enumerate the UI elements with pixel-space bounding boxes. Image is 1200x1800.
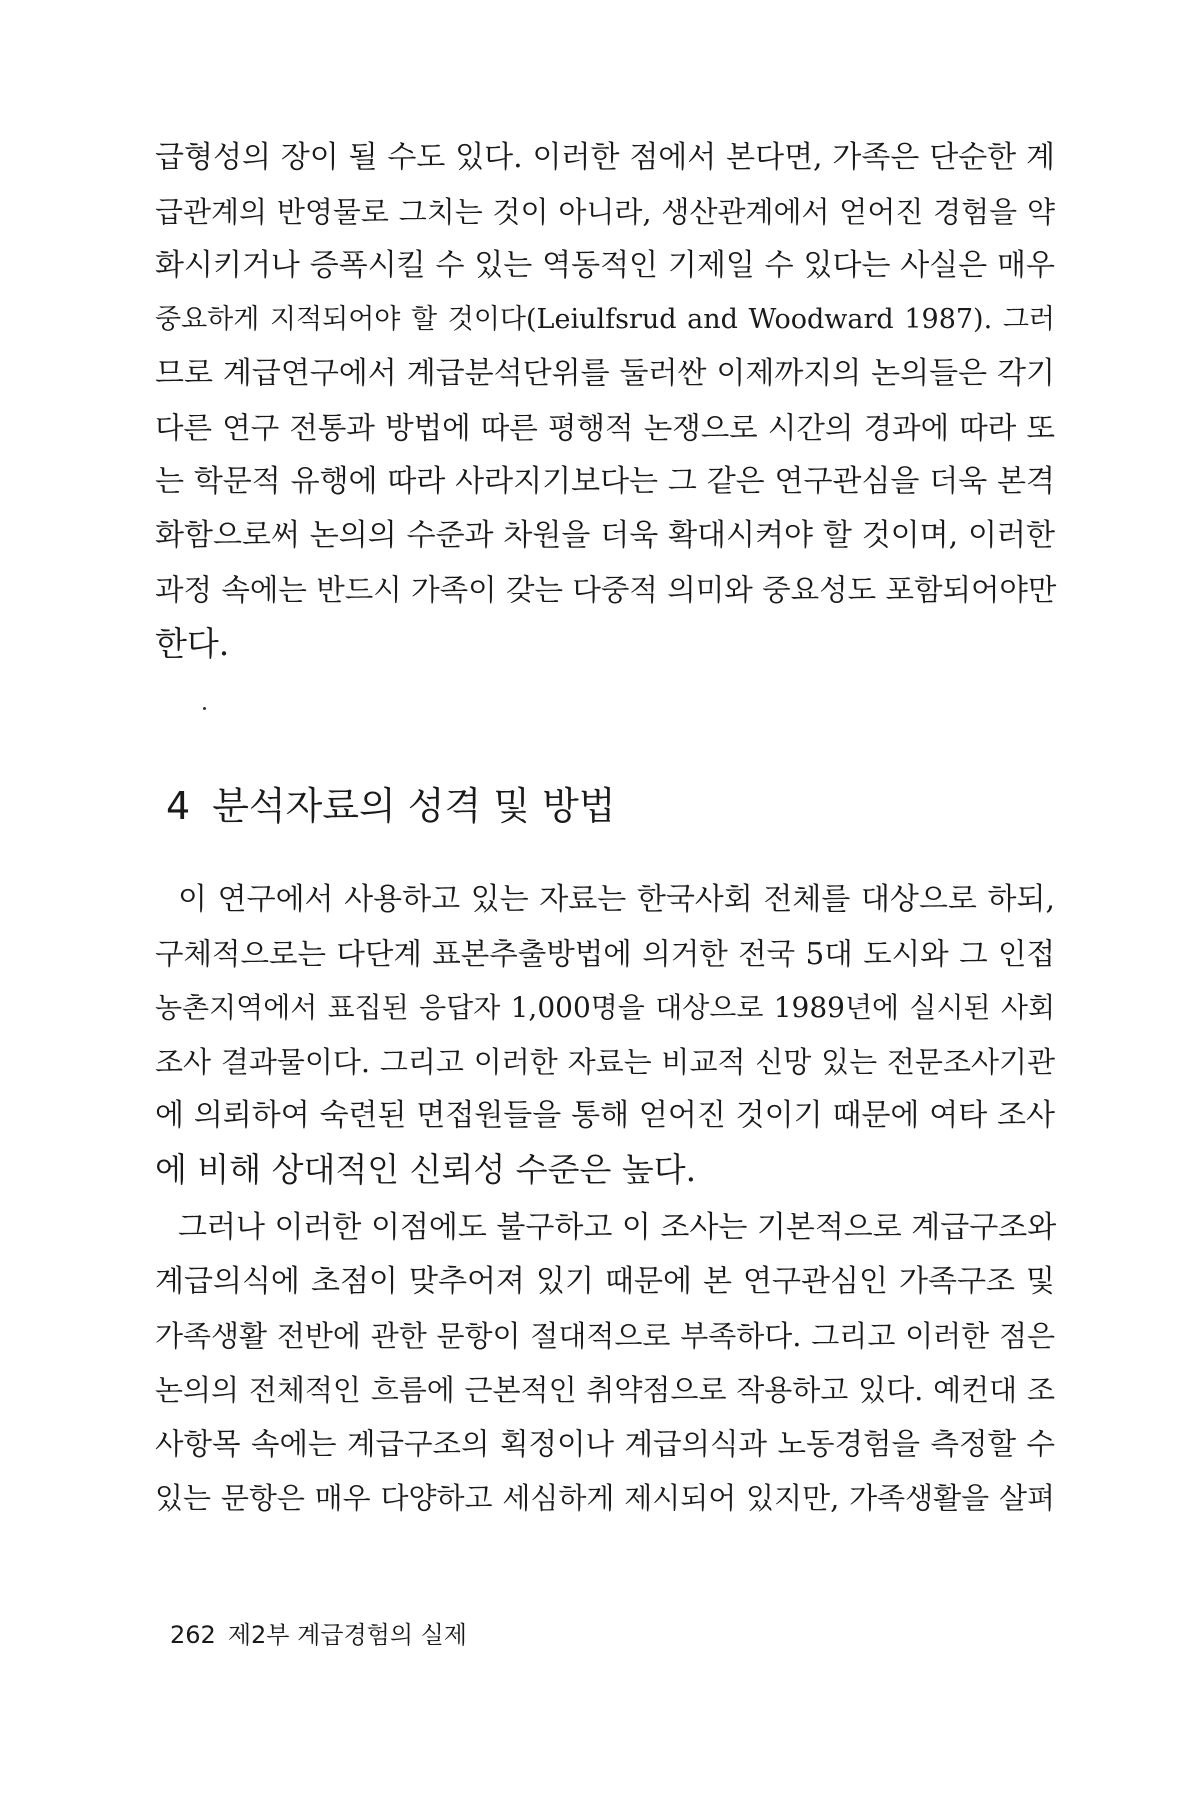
text-line: 있는 문항은 매우 다양하고 세심하게 제시되어 있지만, 가족생활을 살펴 bbox=[155, 1481, 1055, 1515]
text-line: 사항목 속에는 계급구조의 획정이나 계급의식과 노동경험을 측정할 수 bbox=[155, 1427, 1055, 1461]
stray-dot bbox=[203, 707, 206, 710]
text-line: 에 의뢰하여 숙련된 면접원들을 통해 얻어진 것이기 때문에 여타 조사 bbox=[155, 1098, 1055, 1133]
page-number: 262 bbox=[170, 1621, 216, 1649]
text-line: 급관계의 반영물로 그치는 것이 아니라, 생산관계에서 얻어진 경험을 약 bbox=[155, 195, 1055, 229]
section-number: 4 bbox=[166, 784, 191, 828]
text-line: 이 연구에서 사용하고 있는 자료는 한국사회 전체를 대상으로 하되, bbox=[178, 882, 1055, 917]
text-line: 조사 결과물이다. 그리고 이러한 자료는 비교적 신망 있는 전문조사기관 bbox=[155, 1045, 1055, 1079]
text-line: 과정 속에는 반드시 가족이 갖는 다중적 의미와 중요성도 포함되어야만 bbox=[155, 573, 1057, 607]
page-footer bbox=[170, 1620, 467, 1650]
text-line: 계급의식에 초점이 맞추어져 있기 때문에 본 연구관심인 가족구조 및 bbox=[155, 1264, 1055, 1299]
text-line: 다른 연구 전통과 방법에 따른 평행적 논쟁으로 시간의 경과에 따라 또 bbox=[155, 411, 1055, 445]
text-line: 중요하게 지적되어야 할 것이다(Leiulfsrud and Woodward 1987). 그러 bbox=[155, 304, 1055, 335]
text-line: 한다. bbox=[155, 624, 230, 663]
text-line: 구체적으로는 다단계 표본추출방법에 의거한 전국 5대 도시와 그 인접 bbox=[155, 937, 1055, 971]
text-line: 농촌지역에서 표집된 응답자 1,000명을 대상으로 1989년에 실시된 사회 bbox=[155, 991, 1055, 1024]
running-title: 제2부 계급경험의 실제 bbox=[227, 1621, 467, 1649]
text-line: 는 학문적 유행에 따라 사라지기보다는 그 같은 연구관심을 더욱 본격 bbox=[155, 464, 1055, 499]
text-line: 논의의 전체적인 흐름에 근본적인 취약점으로 작용하고 있다. 예컨대 조 bbox=[155, 1373, 1055, 1407]
text-line: 가족생활 전반에 관한 문항이 절대적으로 부족하다. 그리고 이러한 점은 bbox=[155, 1319, 1055, 1353]
text-line: 화시키거나 증폭시킬 수 있는 역동적인 기제일 수 있다는 사실은 매우 bbox=[155, 248, 1055, 283]
text-line: 그러나 이러한 이점에도 불구하고 이 조사는 기본적으로 계급구조와 bbox=[178, 1210, 1057, 1245]
text-line: 급형성의 장이 될 수도 있다. 이러한 점에서 본다면, 가족은 단순한 계 bbox=[155, 140, 1055, 175]
section-title: 분석자료의 성격 및 방법 bbox=[212, 784, 616, 828]
text-line: 화함으로써 논의의 수준과 차원을 더욱 확대시켜야 할 것이며, 이러한 bbox=[155, 518, 1055, 553]
text-line: 므로 계급연구에서 계급분석단위를 둘러싼 이제까지의 논의들은 각기 bbox=[155, 356, 1055, 391]
text-line: 에 비해 상대적인 신뢰성 수준은 높다. bbox=[155, 1150, 697, 1189]
section-heading bbox=[166, 782, 616, 830]
